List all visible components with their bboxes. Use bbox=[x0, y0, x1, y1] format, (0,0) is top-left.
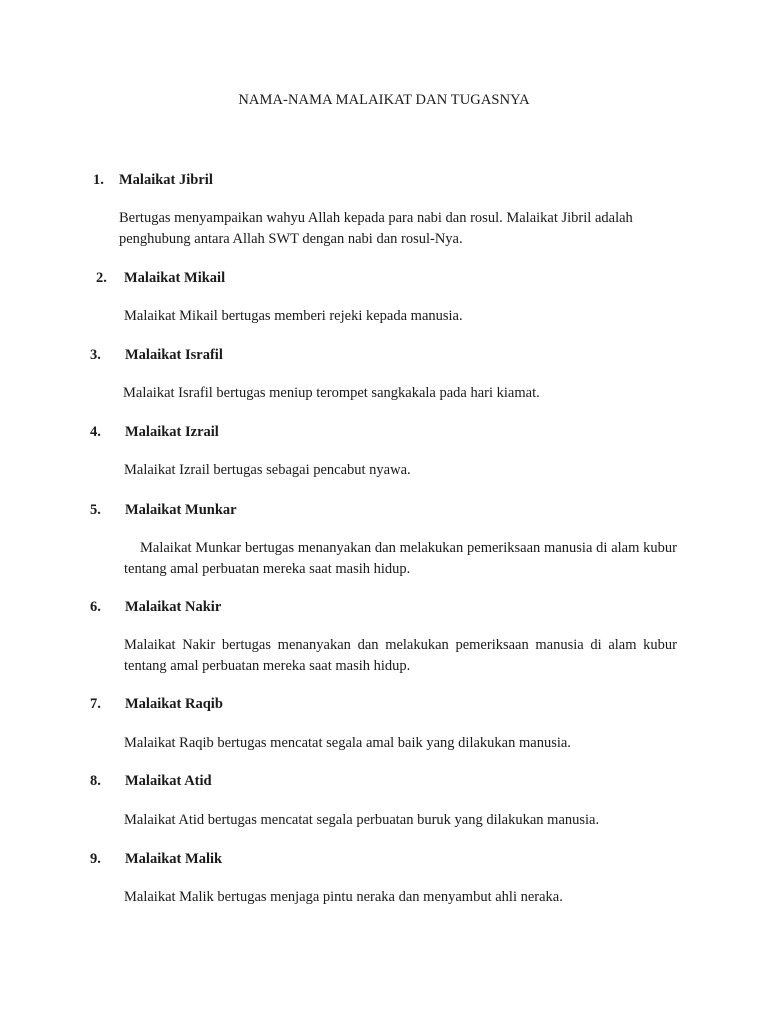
item-description-israfil: Malaikat Israfil bertugas meniup terompet sangkakala pada hari kiamat. bbox=[123, 385, 540, 401]
item-description-izrail: Malaikat Izrail bertugas sebagai pencabut nyawa. bbox=[124, 462, 411, 478]
item-number: 8. bbox=[90, 773, 101, 789]
item-description-atid: Malaikat Atid bertugas mencatat segala perbuatan buruk yang dilakukan manusia. bbox=[124, 812, 600, 828]
item-description-jibril: Bertugas menyampaikan wahyu Allah kepada para nabi dan rosul. Malaikat Jibril adalah penghubung antara Allah SWT dengan nabi dan rosul-Nya. bbox=[119, 210, 633, 247]
item-heading-raqib: Malaikat Raqib bbox=[125, 696, 223, 712]
item-heading-israfil: Malaikat Israfil bbox=[125, 347, 223, 363]
item-number: 9. bbox=[90, 851, 101, 867]
item-description-munkar: Malaikat Munkar bertugas menanyakan dan melakukan pemeriksaan manusia di alam kubur tentang amal perbuatan mereka saat masih hidup. bbox=[124, 540, 677, 577]
item-number: 3. bbox=[90, 347, 101, 363]
item-description-mikail: Malaikat Mikail bertugas memberi rejeki kepada manusia. bbox=[124, 308, 463, 324]
item-description-nakir: Malaikat Nakir bertugas menanyakan dan melakukan pemeriksaan manusia di alam kubur tentang amal perbuatan mereka saat masih hidup. bbox=[124, 637, 677, 674]
item-number: 1. bbox=[93, 172, 104, 188]
item-heading-izrail: Malaikat Izrail bbox=[125, 424, 219, 440]
item-number: 7. bbox=[90, 696, 101, 712]
item-number: 4. bbox=[90, 424, 101, 440]
item-heading-malik: Malaikat Malik bbox=[125, 851, 223, 867]
item-number: 5. bbox=[90, 502, 101, 518]
item-heading-nakir: Malaikat Nakir bbox=[125, 599, 222, 615]
item-description-raqib: Malaikat Raqib bertugas mencatat segala amal baik yang dilakukan manusia. bbox=[124, 735, 571, 751]
item-heading-jibril: Malaikat Jibril bbox=[119, 172, 213, 188]
item-number: 2. bbox=[96, 270, 107, 286]
item-heading-munkar: Malaikat Munkar bbox=[125, 502, 237, 518]
item-heading-mikail: Malaikat Mikail bbox=[124, 270, 226, 286]
item-description-malik: Malaikat Malik bertugas menjaga pintu neraka dan menyambut ahli neraka. bbox=[124, 889, 563, 905]
item-number: 6. bbox=[90, 599, 101, 615]
document-title: NAMA-NAMA MALAIKAT DAN TUGASNYA bbox=[238, 92, 530, 108]
item-heading-atid: Malaikat Atid bbox=[125, 773, 212, 789]
